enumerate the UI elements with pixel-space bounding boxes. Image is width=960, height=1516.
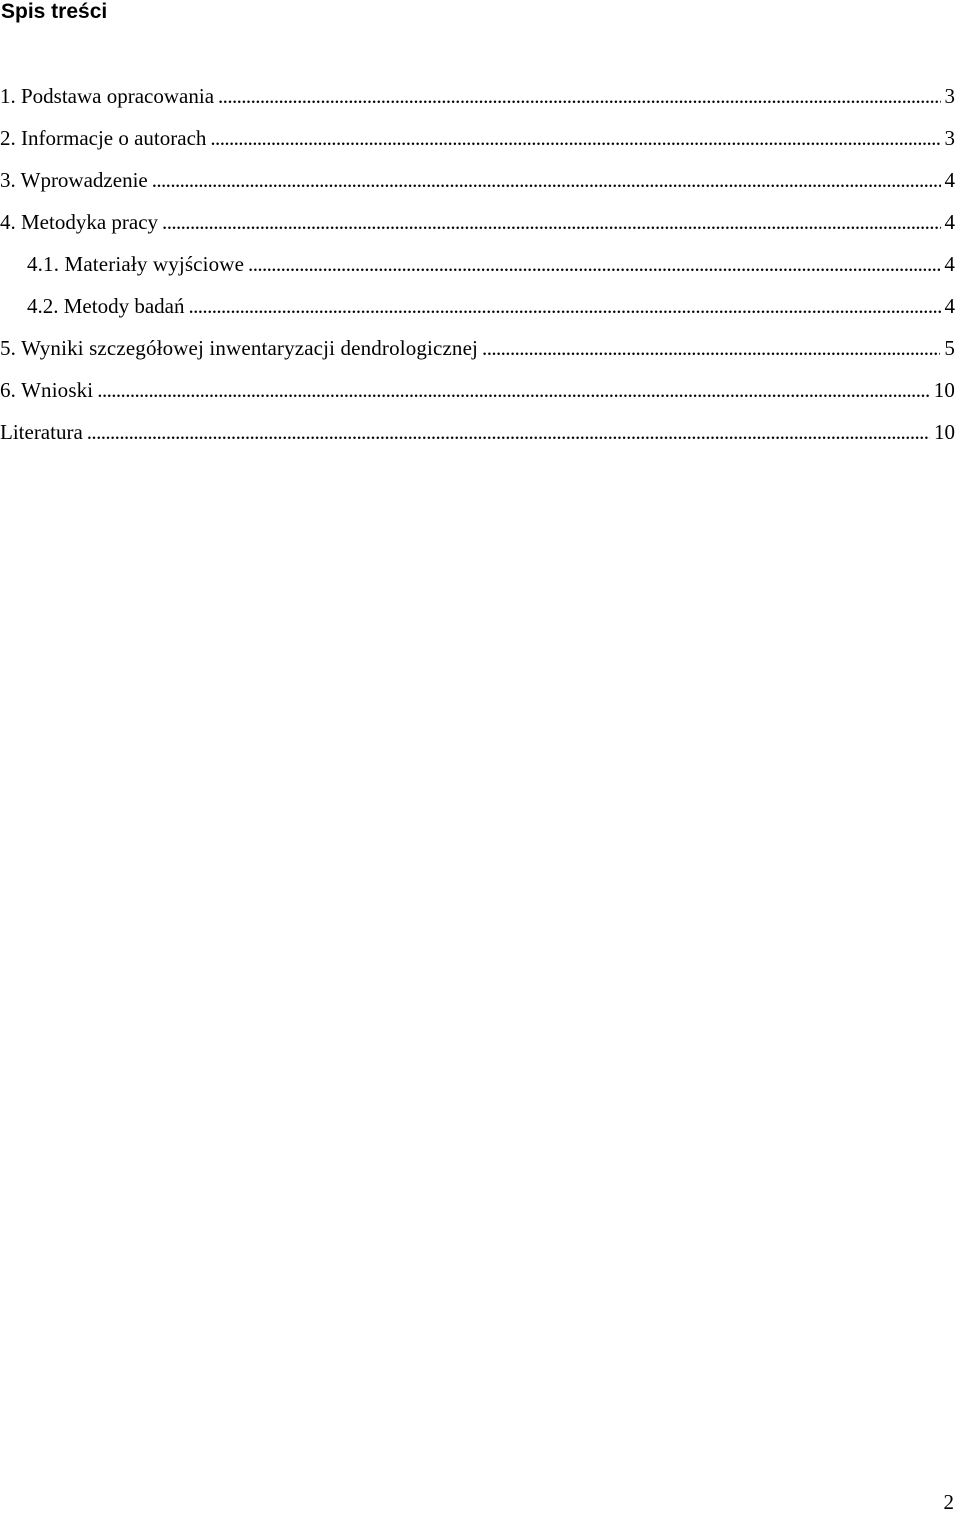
toc-dot-leader	[162, 205, 940, 239]
toc-entry-literatura[interactable]	[0, 415, 955, 457]
toc-entry-label: 5. Wyniki szczegółowej inwentaryzacji dendrologicznej	[0, 336, 479, 360]
toc-dot-leader	[188, 289, 940, 323]
toc-dot-leader	[482, 331, 940, 365]
toc-dot-leader	[152, 163, 941, 197]
toc-entry-page: 10	[933, 378, 955, 402]
toc-entry-label: 4.2. Metody badań	[27, 294, 185, 318]
toc-entry-materialy-wyjsciowe[interactable]	[0, 247, 955, 289]
toc-entry-label: 2. Informacje o autorach	[0, 126, 207, 150]
toc-entry-page: 5	[944, 336, 955, 360]
toc-entry-label: 6. Wnioski	[0, 378, 94, 402]
toc-dot-leader	[218, 79, 940, 113]
toc-entry-label: 1. Podstawa opracowania	[0, 84, 215, 108]
toc-dot-leader	[87, 415, 930, 449]
toc-entry-label: Literatura	[0, 420, 83, 444]
page-number: 2	[943, 1490, 954, 1514]
toc-entry-page: 4	[944, 210, 955, 234]
toc-entry-page: 4	[944, 294, 955, 318]
toc-entry-page: 4	[944, 252, 955, 276]
toc-entry-wyniki-inwentaryzacji[interactable]	[0, 331, 955, 373]
toc-entry-label: 3. Wprowadzenie	[0, 168, 148, 192]
toc-entry-metodyka-pracy[interactable]	[0, 205, 955, 247]
toc-entry-label: 4. Metodyka pracy	[0, 210, 159, 234]
toc-dot-leader	[210, 121, 940, 155]
toc-entry-wprowadzenie[interactable]	[0, 163, 955, 205]
toc-entry-informacje-o-autorach[interactable]	[0, 121, 955, 163]
toc-entry-podstawa-opracowania[interactable]	[0, 79, 955, 121]
toc-title: Spis treści	[1, 0, 108, 23]
toc-dot-leader	[97, 373, 929, 407]
toc-entry-metody-badan[interactable]	[0, 289, 955, 331]
toc-entry-wnioski[interactable]	[0, 373, 955, 415]
toc-entry-page: 10	[934, 420, 955, 444]
toc-entry-label: 4.1. Materiały wyjściowe	[27, 252, 245, 276]
table-of-contents	[0, 79, 955, 457]
toc-entry-page: 4	[944, 168, 955, 192]
toc-entry-page: 3	[944, 126, 955, 150]
toc-dot-leader	[248, 247, 940, 281]
toc-entry-page: 3	[944, 84, 955, 108]
